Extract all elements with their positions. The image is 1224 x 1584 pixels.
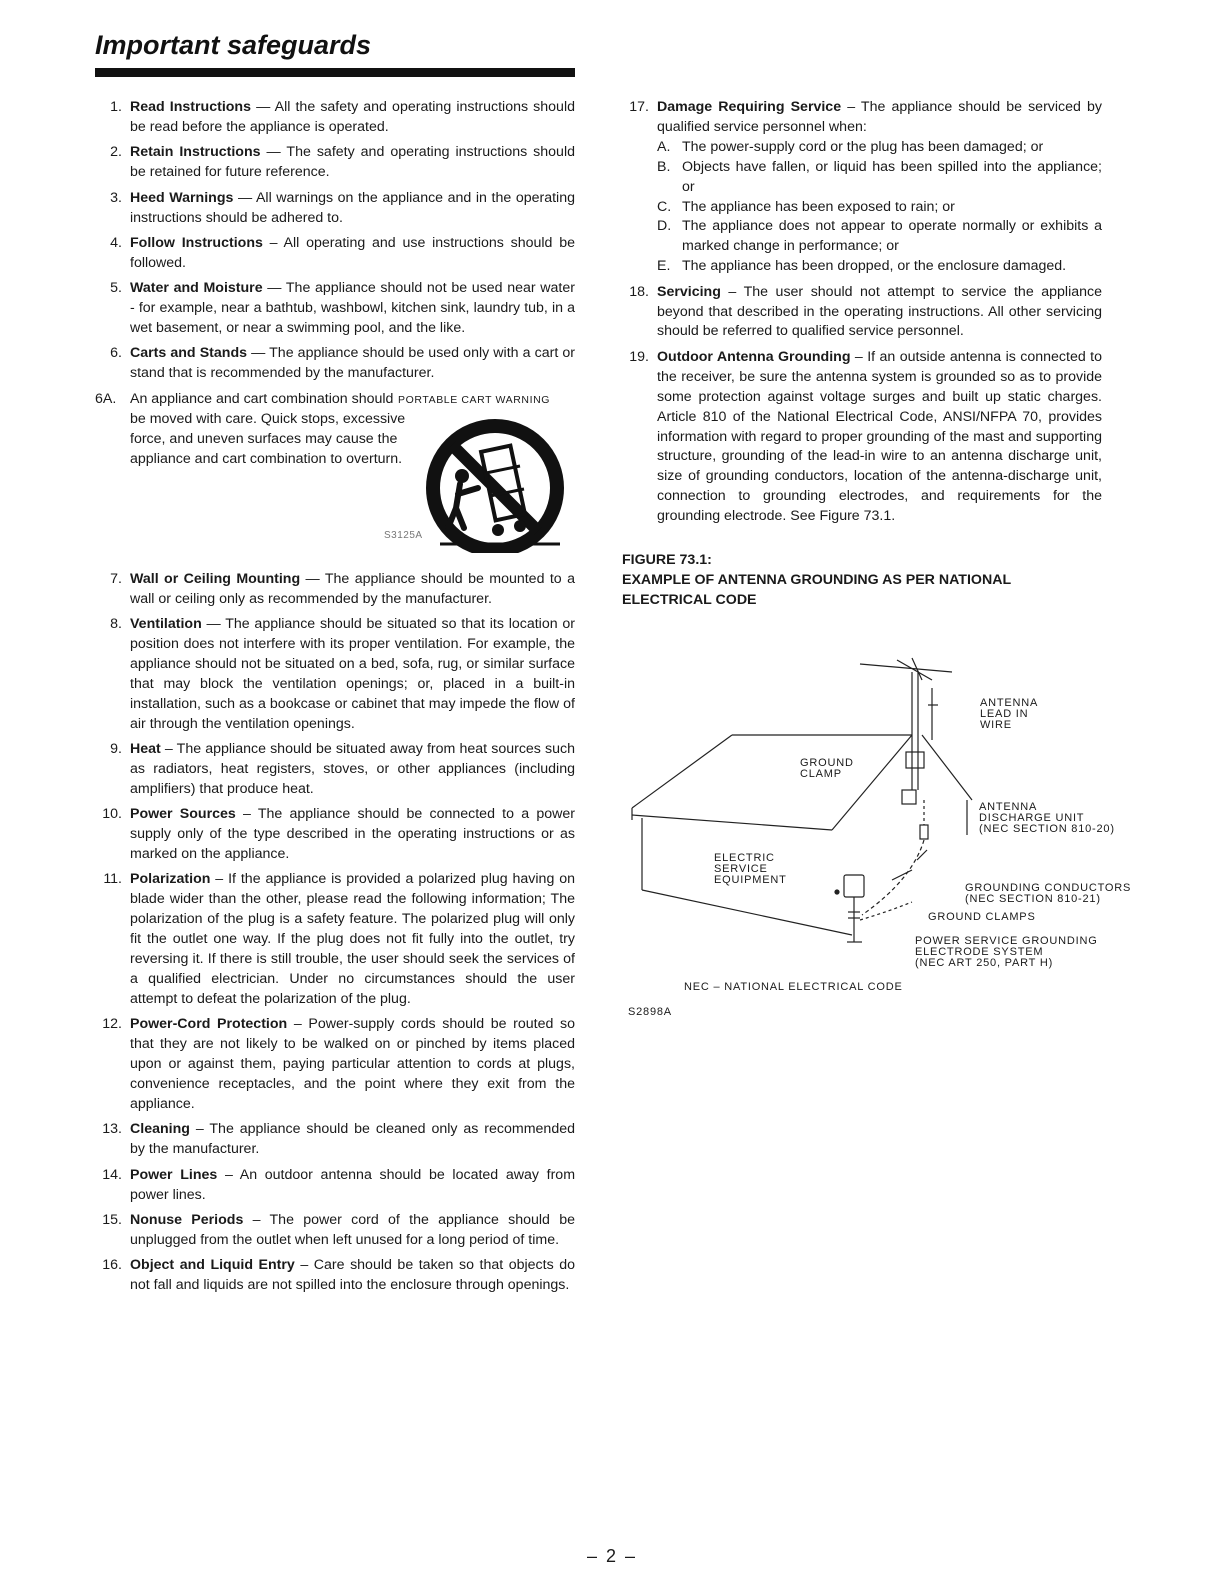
safeguard-item — [95, 1256, 575, 1296]
safeguard-item — [95, 570, 575, 610]
safeguard-item — [622, 348, 1102, 527]
safeguard-item — [95, 98, 575, 138]
item-heading: Object and Liquid Entry — [130, 1257, 295, 1274]
item-number: 16. — [102, 1257, 122, 1274]
item-number: 1. — [110, 99, 122, 115]
item-heading: Follow Instructions — [130, 234, 263, 251]
item-heading: Outdoor Antenna Grounding — [657, 348, 851, 365]
item-number: 3. — [110, 189, 122, 206]
item-text: – Care should be taken so that objects do not fall and liquids are not spilled into the enclosure through openings. — [130, 1257, 575, 1294]
right-column — [622, 98, 1102, 611]
item-number: 8. — [110, 616, 122, 633]
safeguard-list-1 — [95, 98, 575, 384]
item-heading: Water and Moisture — [130, 280, 263, 297]
safeguard-item — [95, 1211, 575, 1251]
item-heading: Heed Warnings — [130, 189, 234, 206]
item-text: — The appliance should be mounted to a wall or ceiling only as recommended by the manufacturer. — [130, 570, 575, 607]
left-column — [95, 98, 575, 1302]
page-number: – 2 – — [586, 1546, 638, 1566]
condition-text: The appliance has been exposed to rain; or — [682, 198, 955, 215]
item-heading: Polarization — [130, 871, 211, 888]
item-number: 12. — [102, 1016, 122, 1033]
safeguard-item — [95, 870, 575, 1009]
item-text: – All operating and use instructions should be followed. — [130, 234, 575, 271]
item-heading: Cleaning — [130, 1121, 190, 1138]
safeguard-item — [95, 234, 575, 274]
condition-text: The power-supply cord or the plug has been damaged; or — [682, 138, 1044, 155]
item-number: 14. — [102, 1166, 122, 1183]
figure-code: S2898A — [628, 1006, 672, 1018]
label-power-service-grounding: POWER SERVICE GROUNDING ELECTRODE SYSTEM (NEC ART 250, PART H) — [915, 935, 1098, 969]
safeguard-item — [95, 344, 575, 384]
item-text: – An outdoor antenna should be located away from power lines. — [130, 1166, 576, 1203]
safeguard-item — [622, 283, 1102, 343]
figure-label: FIGURE 73.1: — [622, 552, 712, 569]
label-antenna-lead-in-wire: ANTENNA LEAD IN WIRE — [980, 697, 1039, 731]
item-heading: Wall or Ceiling Mounting — [130, 570, 301, 587]
antenna-grounding-drawing — [622, 650, 1142, 1030]
safeguard-item — [95, 189, 575, 229]
cart-warning-block — [95, 390, 575, 560]
safeguard-item — [95, 1120, 575, 1160]
item-heading: Power Sources — [130, 806, 236, 823]
item-number: 13. — [102, 1121, 122, 1138]
condition-letter: D. — [657, 218, 672, 235]
item-text: – The power cord of the appliance should be unplugged from the outlet when left unused for a long period of time. — [130, 1211, 575, 1248]
damage-condition — [657, 158, 1102, 198]
title-rule — [95, 68, 575, 77]
item-number: 18. — [629, 283, 649, 300]
item-text: – The appliance should be situated away from heat sources such as radiators, heat registers, stoves, or other appliances (including amplifiers) that produce heat. — [130, 741, 575, 797]
figure-title: EXAMPLE OF ANTENNA GROUNDING AS PER NATIONAL ELECTRICAL CODE — [622, 571, 1011, 608]
item-number: 17. — [629, 99, 649, 115]
item-text: – If an outside antenna is connected to the receiver, be sure the antenna system is grounded so as to provide some protection against voltage surges and built up static charges. Article 810 of the National Electrical Code, ANSI/NFPA 70, provides information with regard to proper grounding of the mast and supporting structure, grounding of the lead-in wire to an antenna discharge unit, size of grounding conductors, location of the antenna-discharge unit, connection to grounding electrodes, and requirements for the grounding electrode. See Figure 73.1. — [657, 348, 1102, 525]
antenna-grounding-diagram — [622, 650, 1142, 1030]
safeguard-item — [95, 740, 575, 800]
label-ground-clamps: GROUND CLAMPS — [928, 911, 1036, 923]
cart-warning-text: An appliance and cart combination should be moved with care. Quick stops, excessive force, and uneven surfaces may cause the appliance and cart combination to overturn. — [130, 390, 406, 467]
item-text: — The safety and operating instructions should be retained for future reference. — [130, 144, 575, 181]
figure-caption — [622, 551, 1102, 611]
cart-warning-label: PORTABLE CART WARNING — [398, 393, 551, 406]
label-nec-definition: NEC – NATIONAL ELECTRICAL CODE — [684, 981, 903, 993]
condition-text: The appliance does not appear to operate normally or exhibits a marked change in performance; or — [682, 218, 1102, 255]
item-text: – The appliance should be cleaned only as recommended by the manufacturer. — [130, 1121, 575, 1158]
item-number: 15. — [102, 1211, 122, 1228]
item-heading: Carts and Stands — [130, 345, 247, 362]
damage-condition — [657, 257, 1102, 277]
safeguard-item — [95, 1166, 575, 1206]
safeguard-item — [95, 143, 575, 183]
item-heading: Nonuse Periods — [130, 1211, 244, 1228]
condition-text: Objects have fallen, or liquid has been spilled into the appliance; or — [682, 158, 1102, 195]
item-text: — All warnings on the appliance and in the operating instructions should be adhered to. — [130, 189, 575, 226]
item-number: 10. — [102, 806, 122, 823]
item-number: 5. — [110, 280, 122, 297]
item-heading: Heat — [130, 741, 161, 758]
safeguard-item — [95, 279, 575, 339]
item-text: — The appliance should not be used near water - for example, near a bathtub, washbowl, kitchen sink, laundry tub, in a wet basement, or near a swimming pool, and the like. — [130, 280, 575, 337]
item-number: 9. — [110, 741, 122, 758]
cart-figure-code: S3125A — [384, 529, 423, 541]
safeguard-item — [95, 805, 575, 865]
condition-letter: A. — [657, 138, 671, 155]
label-antenna-discharge-unit: ANTENNA DISCHARGE UNIT (NEC SECTION 810-20) — [979, 801, 1115, 835]
item-number: 6. — [110, 345, 122, 362]
item-heading: Power Lines — [130, 1166, 218, 1183]
damage-condition — [657, 138, 1102, 158]
item-heading: Read Instructions — [130, 99, 251, 115]
item-number: 6A. — [95, 390, 117, 407]
item-text: — The appliance should be used only with a cart or stand that is recommended by the manufacturer. — [130, 345, 575, 382]
item-number: 19. — [629, 348, 649, 365]
item-heading: Ventilation — [130, 616, 202, 633]
item-text: – Power-supply cords should be routed so that they are not likely to be walked on or pinched by items placed upon or against them, paying particular attention to cords at plugs, convenience receptacles, and the point where they exit from the appliance. — [130, 1016, 575, 1112]
item-text: – The user should not attempt to service the appliance beyond that described in the operating instructions. All other servicing should be referred to qualified service personnel. — [657, 283, 1102, 340]
page-title: Important safeguards — [95, 30, 372, 60]
damage-condition — [657, 217, 1102, 257]
item-number: 4. — [110, 234, 122, 251]
item-text: – The appliance should be connected to a power supply only of the type described in the operating instructions or as marked on the appliance. — [130, 806, 575, 863]
condition-text: The appliance has been dropped, or the enclosure damaged. — [682, 258, 1067, 275]
safeguard-item — [95, 1015, 575, 1115]
label-electric-service-equipment: ELECTRIC SERVICE EQUIPMENT — [714, 852, 787, 886]
item-heading: Servicing — [657, 283, 721, 300]
label-grounding-conductors: GROUNDING CONDUCTORS (NEC SECTION 810-21) — [965, 882, 1132, 905]
item-heading: Power-Cord Protection — [130, 1016, 288, 1033]
condition-letter: C. — [657, 198, 672, 215]
item-number: 7. — [110, 570, 122, 587]
item-heading: Damage Requiring Service — [657, 99, 842, 115]
label-ground-clamp: GROUND CLAMP — [800, 757, 854, 780]
damage-conditions-list — [657, 138, 1102, 277]
condition-letter: B. — [657, 158, 671, 175]
item-number: 11. — [103, 871, 122, 888]
safeguard-item — [622, 98, 1102, 277]
item-number: 2. — [110, 144, 122, 161]
safeguard-item — [95, 615, 575, 734]
damage-condition — [657, 198, 1102, 218]
safeguard-list-2 — [95, 570, 575, 1296]
item-heading: Retain Instructions — [130, 144, 261, 161]
item-text: – The appliance should be serviced by qualified service personnel when: — [657, 99, 1102, 135]
condition-letter: E. — [657, 258, 671, 275]
portable-cart-warning-icon — [420, 418, 570, 553]
item-text: — The appliance should be situated so that its location or position does not interfere with its proper ventilation. For example, the appliance should not be situated on a bed, sofa, rug, or similar surface that may block the ventilation openings; or, placed in a built-in installation, such as a bookcase or cabinet that may impede the flow of air through the ventilation openings. — [130, 616, 575, 732]
item-text: – If the appliance is provided a polarized plug having on blade wider than the other, please read the following information; The polarization of the plug is a safety feature. The polarized plug will only fit the outlet one way. If the plug does not fit fully into the outlet, try reversing it. If there is still trouble, the user should seek the services of a qualified electrician. Under no circumstances should the user attempt to defeat the polarization of the plug. — [130, 871, 575, 1007]
item-text: — All the safety and operating instructions should be read before the appliance is operated. — [130, 99, 575, 135]
